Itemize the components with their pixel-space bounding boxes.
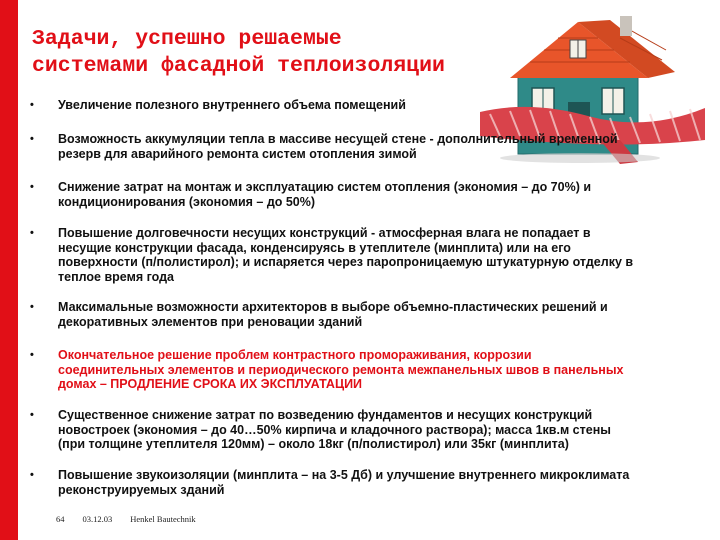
bullet-symbol: • (30, 99, 34, 111)
bullet-symbol: • (30, 181, 34, 193)
bullet-symbol: • (30, 301, 34, 313)
list-item (30, 468, 710, 497)
bullet-symbol: • (30, 133, 34, 145)
list-item (30, 348, 710, 392)
list-item (30, 98, 710, 113)
bullet-symbol: • (30, 469, 34, 481)
slide-footer (56, 514, 196, 524)
list-item (30, 300, 710, 329)
bullet-symbol: • (30, 349, 34, 361)
list-item (30, 408, 710, 452)
bullet-text: Максимальные возможности архитекторов в выборе объемно-пластических решений и декоративных элементов при реновации зданий (58, 300, 608, 329)
bullet-text: Повышение звукоизоляции (минплита – на 3-5 Дб) и улучшение внутреннего микроклимата реконструируемых зданий (58, 468, 630, 497)
bullet-text-highlighted: Окончательное решение проблем контрастного промораживания, коррозии соединительных элементов и периодического ремонта межпанельных швов в панельных домах – ПРОДЛЕНИЕ СРОКА ИХ ЭКСПЛУАТАЦИИ (58, 348, 624, 391)
slide-title: Задачи, успешно решаемые системами фасадной теплоизоляции (32, 27, 445, 78)
bullet-text: Увеличение полезного внутреннего объема помещений (58, 98, 406, 112)
footer-author: Henkel Bautechnik (130, 514, 196, 524)
left-accent-bar (0, 0, 18, 540)
list-item (30, 226, 710, 284)
bullet-text: Существенное снижение затрат по возведению фундаментов и несущих конструкций новостроек (экономия – до 40…50% кирпича и кладочного раствора); масса 1кв.м стены (при толщине утеплителя 120мм) – около 18кг (п/полистирол) или 35кг (минплита) (58, 408, 611, 451)
bullet-symbol: • (30, 227, 34, 239)
list-item (30, 180, 710, 209)
list-item (30, 132, 710, 161)
page-number: 64 (56, 514, 65, 524)
bullet-text: Снижение затрат на монтаж и эксплуатацию систем отопления (экономия – до 70%) и кондиционирования (экономия – до 50%) (58, 180, 592, 209)
footer-date: 03.12.03 (82, 514, 113, 524)
bullet-symbol: • (30, 409, 34, 421)
bullet-text: Возможность аккумуляции тепла в массиве несущей стене - дополнительный временной резерв для аварийного ремонта систем отопления зимой (58, 132, 618, 161)
bullet-text: Повышение долговечности несущих конструкций - атмосферная влага не попадает в несущие конструкции фасада, конденсируясь в утеплителе (минплита) или на его поверхности (п/полистирол); и испаряется через паропроницаемую штукатурную отделку в теплое время года (58, 226, 634, 284)
